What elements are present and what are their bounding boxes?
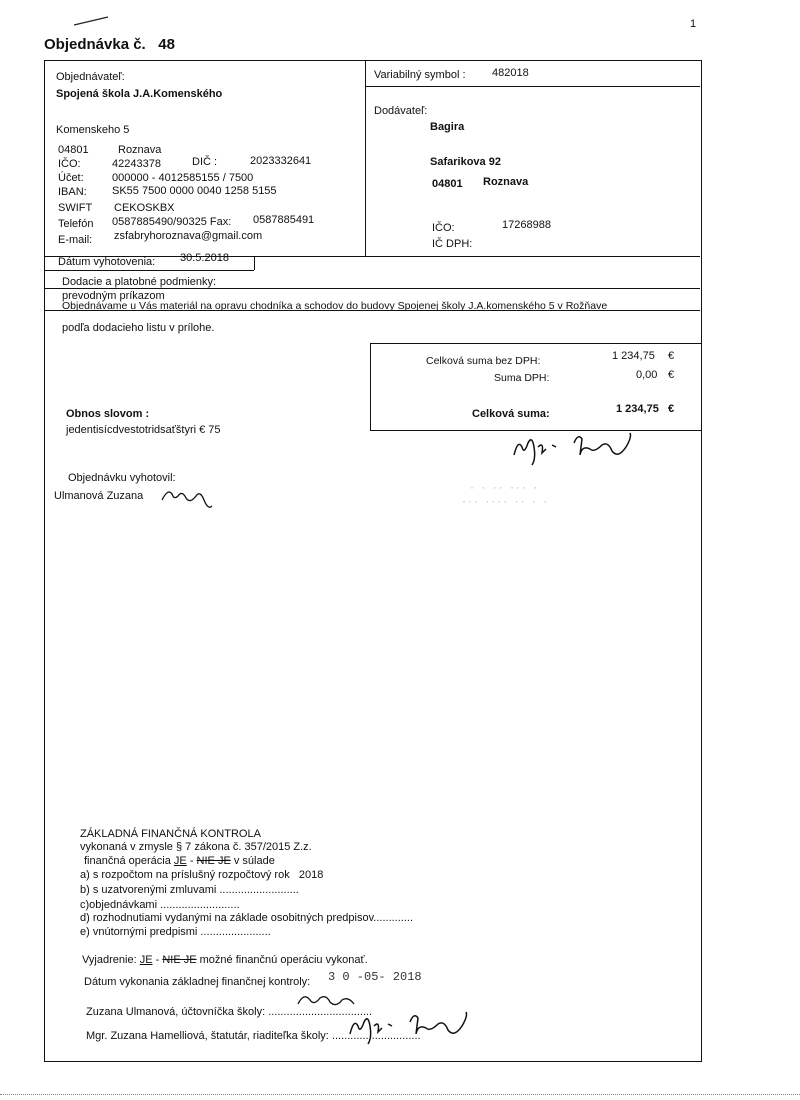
supplier-icdph-label: IČ DPH: <box>432 238 473 250</box>
issued-by-name: Ulmanová Zuzana <box>54 490 144 502</box>
var-symbol-label: Variabilný symbol : <box>374 69 466 81</box>
divider <box>44 288 700 289</box>
buyer-iban: SK55 7500 0000 0040 1258 5155 <box>112 185 277 197</box>
accountant-line: Zuzana Ulmanová, účtovníčka školy: .................................. <box>86 1006 373 1018</box>
buyer-city: Roznava <box>118 144 162 156</box>
net-total-label: Celková suma bez DPH: <box>426 355 541 367</box>
date-value: 30.5.2018 <box>180 252 229 264</box>
buyer-zip: 04801 <box>58 144 89 156</box>
date-label: Dátum vyhotovenia: <box>58 256 156 268</box>
issued-by-label: Objednávku vyhotovil: <box>68 472 176 484</box>
buyer-name: Spojená škola J.A.Komenského <box>56 88 223 100</box>
column-divider <box>365 60 366 256</box>
control-line-5: c)objednávkami .......................... <box>80 899 240 911</box>
buyer-ico-label: IČO: <box>58 158 81 170</box>
director-signature <box>344 1004 474 1046</box>
control-line-4: b) s uzatvorenými zmluvami .......................... <box>80 884 299 896</box>
buyer-ico: 42243378 <box>112 158 161 170</box>
supplier-zip: 04801 <box>432 178 463 190</box>
in-words-label: Obnos slovom : <box>66 408 150 420</box>
description-line-1: Objednávame u Vás materiál na opravu chodníka a schodov do budovy Spojenej školy J.A.komenského 5 v Rožňave <box>62 300 608 312</box>
buyer-email: zsfabryhoroznava@gmail.com <box>114 230 263 242</box>
buyer-account-label: Účet: <box>58 172 84 184</box>
buyer-dic-label: DIČ : <box>192 156 218 168</box>
scan-edge <box>0 1094 800 1095</box>
control-line-7: e) vnútornými predpismi ....................... <box>80 926 271 938</box>
accountant-signature <box>160 484 216 514</box>
buyer-phone-label: Telefón <box>58 218 94 230</box>
currency: € <box>668 403 675 415</box>
supplier-ico-label: IČO: <box>432 222 455 234</box>
net-total-value: 1 234,75 <box>612 350 655 362</box>
order-number: 48 <box>158 36 175 53</box>
buyer-email-label: E-mail: <box>58 234 93 246</box>
control-line-3: a) s rozpočtom na príslušný rozpočtový rok 2018 <box>80 869 324 881</box>
description-line-2: podľa dodacieho listu v prílohe. <box>62 322 215 334</box>
stamp-ghost: ··· ···· ·· · · <box>462 494 550 508</box>
pen-mark-icon <box>72 14 112 28</box>
var-symbol-value: 482018 <box>492 67 529 79</box>
divider <box>254 256 255 270</box>
director-line: Mgr. Zuzana Hamelliová, štatutár, riaditeľka školy: ............................. <box>86 1030 421 1042</box>
buyer-dic: 2023332641 <box>250 155 312 167</box>
control-line-1: vykonaná v zmysle § 7 zákona č. 357/2015 Z.z. <box>80 841 312 853</box>
supplier-label: Dodávateľ: <box>374 105 428 117</box>
buyer-fax: 0587885491 <box>253 214 315 226</box>
control-line-2: finančná operácia JE - NIE JE v súlade <box>84 855 275 867</box>
vat-value: 0,00 <box>636 369 658 381</box>
supplier-street: Safarikova 92 <box>430 156 501 168</box>
buyer-account: 000000 - 4012585155 / 7500 <box>112 172 254 184</box>
page-title: Objednávka č. 48 <box>44 36 175 53</box>
in-words-value: jedentisícdvestotridsaťštyri € 75 <box>66 424 221 436</box>
control-year: 2018 <box>298 869 324 881</box>
statement: Vyjadrenie: JE - NIE JE možné finančnú operáciu vykonať. <box>82 954 368 966</box>
page-number: 1 <box>690 18 697 30</box>
conditions-label: Dodacie a platobné podmienky: <box>62 276 217 288</box>
control-date-stamp: 3 0 -05- 2018 <box>328 970 422 984</box>
buyer-street: Komenskeho 5 <box>56 124 130 136</box>
buyer-swift: CEKOSKBX <box>114 202 175 214</box>
currency: € <box>668 369 675 381</box>
conditions-value: prevodným príkazom <box>62 290 165 302</box>
supplier-city: Roznava <box>483 176 529 188</box>
control-date-label: Dátum vykonania základnej finančnej kontroly: <box>84 976 311 988</box>
supplier-name: Bagira <box>430 121 465 133</box>
supplier-ico: 17268988 <box>502 219 551 231</box>
grand-total-value: 1 234,75 <box>616 403 659 415</box>
currency: € <box>668 350 675 362</box>
vat-label: Suma DPH: <box>494 372 550 384</box>
buyer-iban-label: IBAN: <box>58 186 87 198</box>
je-option: JE <box>173 855 187 867</box>
nie-je-option: NIE JE <box>196 855 231 867</box>
buyer-swift-label: SWIFT <box>58 202 93 214</box>
control-line-6: d) rozhodnutiami vydanými na základe osobitných predpisov............. <box>80 912 414 924</box>
divider <box>365 86 700 87</box>
stamp-ghost: · · ·· ··· · <box>470 480 540 494</box>
control-title: ZÁKLADNÁ FINANČNÁ KONTROLA <box>80 828 261 840</box>
grand-total-label: Celková suma: <box>472 408 550 420</box>
divider <box>44 270 254 271</box>
buyer-label: Objednávateľ: <box>56 71 125 83</box>
director-signature <box>508 425 638 470</box>
buyer-phone: 0587885490/90325 Fax: <box>112 216 232 228</box>
